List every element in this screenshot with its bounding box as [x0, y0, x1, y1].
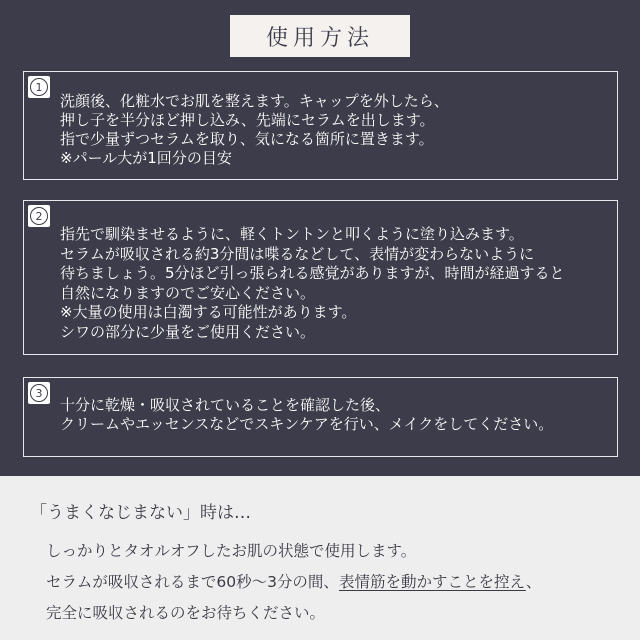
step-number: 1 — [30, 78, 48, 96]
step-1-box — [23, 71, 618, 180]
step-number-badge — [28, 76, 50, 98]
step-number: 2 — [30, 207, 48, 225]
step-text — [60, 225, 565, 342]
step-number: 3 — [30, 384, 48, 402]
page-title: 使用方法 — [230, 15, 410, 57]
step-line: クリームやエッセンスなどでスキンケアを行い、メイクをしてください。 — [60, 415, 554, 433]
note-heading: 「うまくなじまない」時は… — [30, 503, 251, 523]
step-line: 指で少量ずつセラムを取り、気になる箇所に置きます。 — [60, 130, 434, 148]
note-underlined-text: 表情筋を動かすことを控え — [338, 573, 526, 591]
step-line: セラムが吸収される約3分間は喋るなどして、表情が変わらないように — [60, 244, 535, 263]
step-line: ※大量の使用は白濁する可能性があります。 — [60, 303, 357, 321]
troubleshooting-note — [0, 476, 640, 640]
step-number-badge — [28, 382, 50, 404]
step-text — [60, 92, 449, 168]
step-line: 十分に乾燥・吸収されていることを確認した後、 — [60, 396, 391, 414]
step-line: 自然になりますのでご安心ください。 — [60, 283, 316, 302]
step-line: 指先で馴染ませるように、軽くトントンと叩くように塗り込みます。 — [60, 225, 524, 243]
step-text — [60, 396, 553, 434]
step-line: シワの部分に少量をご使用ください。 — [60, 322, 316, 341]
note-line: 完全に吸収されるのをお待ちください。 — [46, 604, 326, 622]
step-line: 待ちましょう。5分ほど引っ張られる感覚がありますが、時間が経過すると — [60, 264, 565, 282]
step-line: 洗顔後、化粧水でお肌を整えます。キャップを外したら、 — [60, 92, 449, 110]
note-text: 、 — [525, 573, 542, 591]
note-text: セラムが吸収されるまで60秒〜3分の間、 — [46, 573, 339, 591]
note-line: しっかりとタオルオフしたお肌の状態で使用します。 — [46, 542, 417, 560]
step-2-box — [23, 200, 618, 355]
step-number-badge — [28, 205, 50, 227]
step-line: ※パール大が1回分の目安 — [60, 149, 232, 167]
note-line — [46, 570, 541, 592]
step-line: 押し子を半分ほど押し込み、先端にセラムを出します。 — [60, 111, 435, 129]
step-3-box — [23, 377, 618, 457]
